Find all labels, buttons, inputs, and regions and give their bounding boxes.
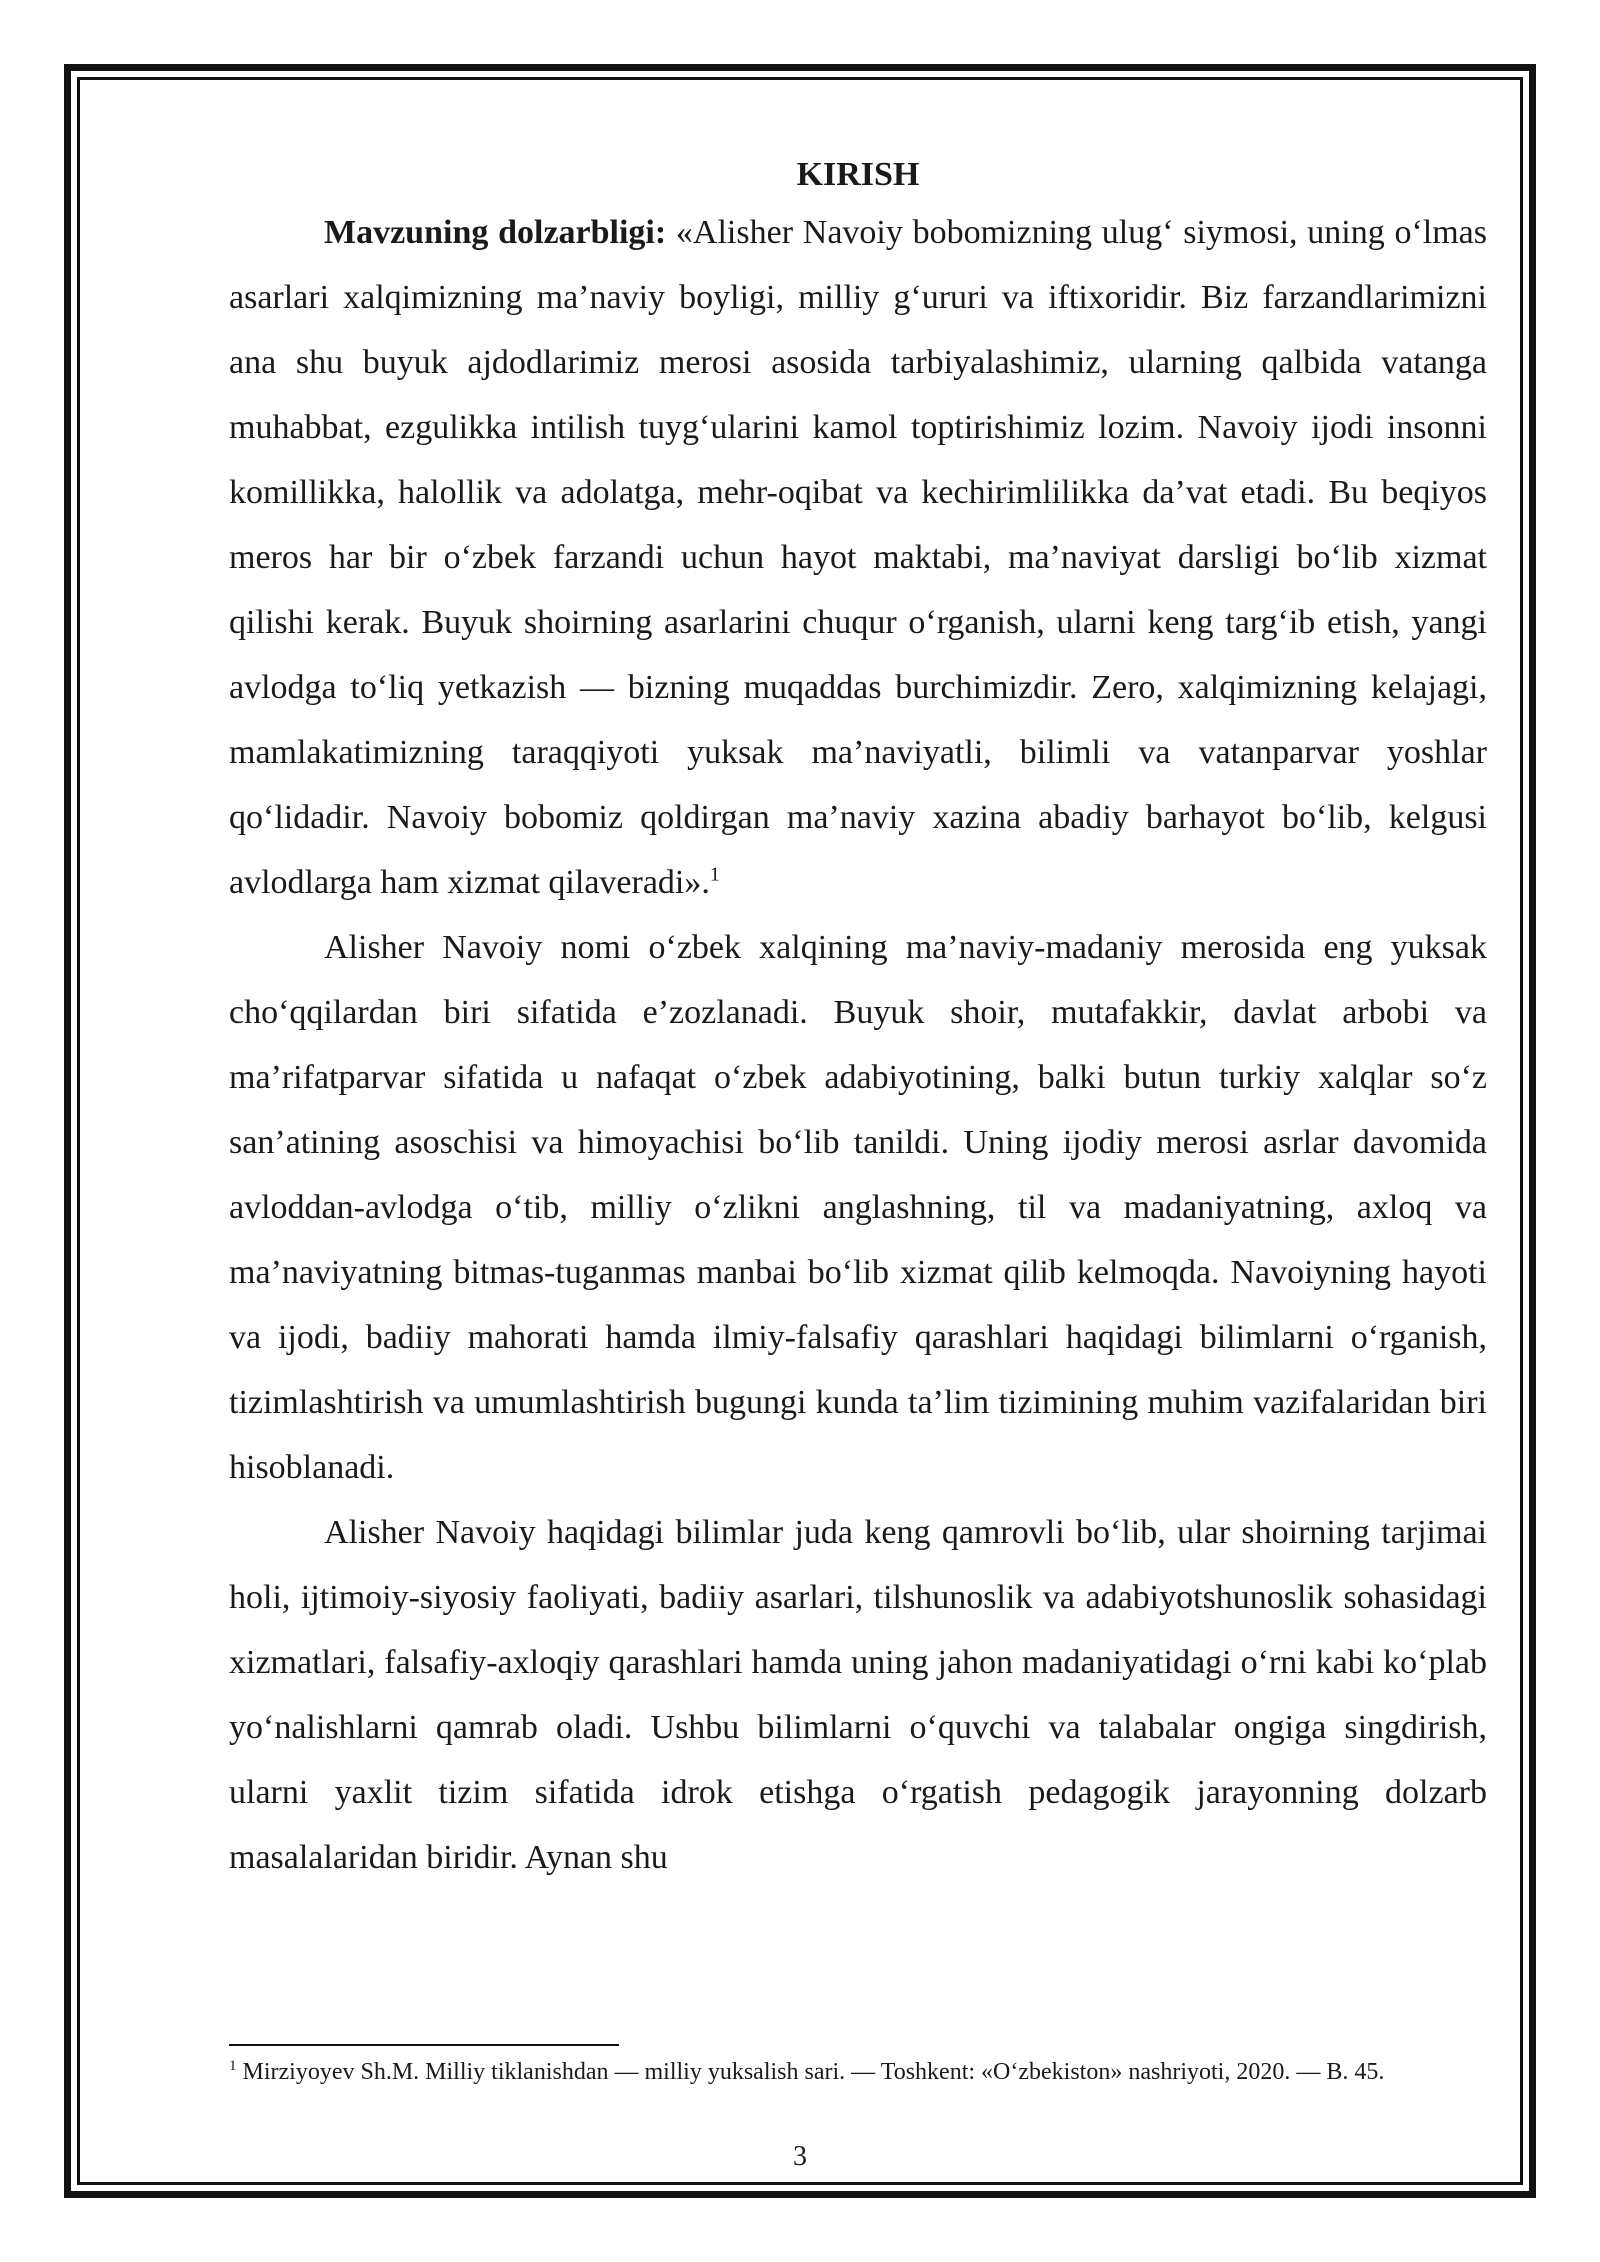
relevance-quote: «Alisher Navoiy bobomizning ulug‘ siymosi, uning o‘lmas asarlari xalqimizning ma’naviy boyligi, milliy g‘ururi va iftixoridir. Biz farzandlarimizni ana shu buyuk ajdodlarimiz merosi asosida tarbiyalashimiz, ularning qalbida vatanga muhabbat, ezgulikka intilish tuyg‘ularini kamol toptirishimiz lozim. Navoiy ijodi insonni komillikka, halollik va adolatga, mehr-oqibat va kechirimlilikka da’vat etadi. Bu beqiyos meros har bir o‘zbek farzandi uchun hayot maktabi, ma’naviyat darsligi bo‘lib xizmat qilishi kerak. Buyuk shoirning asarlarini chuqur o‘rganish, ularni keng targ‘ib etish, yangi avlodga to‘liq yetkazish — bizning muqaddas burchimizdir. Zero, xalqimizning kelajagi, mamlakatimizning taraqqiyoti yuksak ma’naviyatli, bilimli va vatanparvar yoshlar qo‘lidadir. Navoiy bobomiz qoldirgan ma’naviy xazina abadiy barhayot bo‘lib, kelgusi avlodlarga ham xizmat qilaveradi».: [229, 214, 1487, 901]
footnote-reference[interactable]: 1: [709, 863, 720, 886]
relevance-lead: Mavzuning dolzarbligi:: [324, 214, 667, 251]
page-number: 3: [793, 2141, 807, 2172]
footnote: [229, 2058, 1487, 2087]
footnote-separator: [229, 2044, 619, 2046]
paragraph-2: Alisher Navoiy nomi o‘zbek xalqining ma’naviy-madaniy merosida eng yuksak cho‘qqilardan biri sifatida e’zozlanadi. Buyuk shoir, mutafakkir, davlat arbobi va ma’rifatparvar sifatida u nafaqat o‘zbek adabiyotining, balki butun turkiy xalqlar so‘z san’atining asoschisi va himoyachisi bo‘lib tanildi. Uning ijodiy merosi asrlar davomida avloddan-avlodga o‘tib, milliy o‘zlikni anglashning, til va madaniyatning, axloq va ma’naviyatning bitmas-tuganmas manbai bo‘lib xizmat qilib kelmoqda. Navoiyning hayoti va ijodi, badiiy mahorati hamda ilmiy-falsafiy qarashlari haqidagi bilimlarni o‘rganish, tizimlashtirish va umumlashtirish bugungi kunda ta’lim tizimining muhim vazifalaridan biri hisoblanadi.: [229, 929, 1487, 1486]
footnote-number: 1: [229, 2058, 237, 2074]
paragraph-relevance: [229, 200, 1487, 915]
footnote-text: Mirziyoyev Sh.M. Milliy tiklanishdan — milliy yuksalish sari. — Toshkent: «O‘zbekiston» nashriyoti, 2020. — B. 45.: [236, 2059, 1385, 2085]
section-heading: KIRISH: [796, 156, 920, 193]
page-body: [229, 150, 1487, 1890]
paragraph-3: Alisher Navoiy haqidagi bilimlar juda keng qamrovli bo‘lib, ular shoirning tarjimai holi, ijtimoiy-siyosiy faoliyati, badiiy asarlari, tilshunoslik va adabiyotshunoslik sohasidagi xizmatlari, falsafiy-axloqiy qarashlari hamda uning jahon madaniyatidagi o‘rni kabi ko‘plab yo‘nalishlarni qamrab oladi. Ushbu bilimlarni o‘quvchi va talabalar ongiga singdirish, ularni yaxlit tizim sifatida idrok etishga o‘rgatish pedagogik jarayonning dolzarb masalalaridan biridir. Aynan shu: [229, 1514, 1487, 1876]
